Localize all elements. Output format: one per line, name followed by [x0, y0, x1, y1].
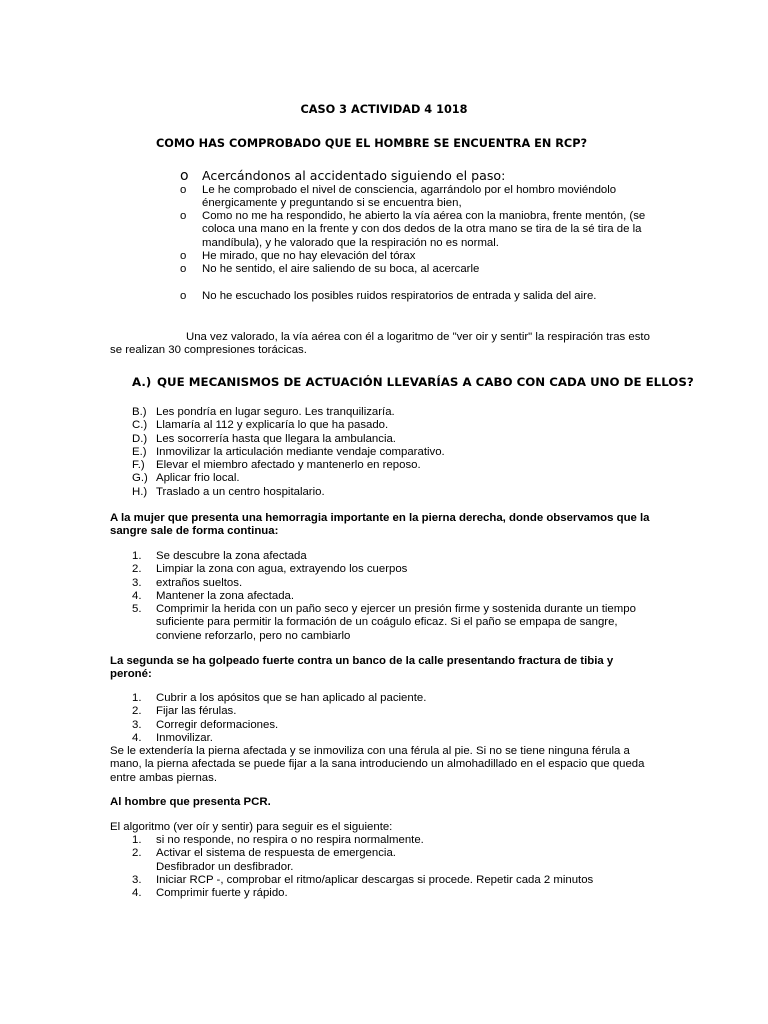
second-section-heading: La segunda se ha golpeado fuerte contra un banco de la calle presentando fractura de tibia y peroné:	[110, 655, 614, 681]
list-marker: 3.	[132, 718, 142, 731]
second-paragraph: Se le extendería la pierna afectada y se inmoviliza con una férula al pie. Si no se tiene ninguna férula a mano, la pierna afectada se puede fijar a la sana introduciendo un almohadillado en el espacio que queda entre ambas piernas.	[110, 745, 645, 784]
list-marker: 2.	[132, 847, 142, 860]
list-item-text: Corregir deformaciones.	[156, 718, 279, 731]
list-marker: 2.	[132, 705, 142, 718]
list-item	[132, 577, 662, 590]
list-marker: A.)	[132, 375, 152, 389]
list-item	[132, 719, 662, 732]
list-item-text: Activar el sistema de respuesta de emergencia.	[156, 847, 396, 860]
list-item-text: Inmovilizar la articulación mediante vendaje comparativo.	[156, 445, 445, 458]
list-item-text: extraños sueltos.	[156, 576, 243, 589]
document-title: CASO 3 ACTIVIDAD 4 1018	[300, 103, 468, 116]
list-marker: 3.	[132, 576, 142, 589]
list-marker: E.)	[132, 445, 147, 458]
bullet-text: Le he comprobado el nivel de consciencia, agarrándolo por el hombro moviéndolo énergicamente y preguntando si se encuentra bien,	[202, 184, 617, 210]
list-item	[132, 847, 662, 860]
list-marker: 3.	[132, 873, 142, 886]
list-item-text: Comprimir la herida con un paño seco y ejercer un presión firme y sostenida durante un tiempo suficiente para permitir la formación de un coágulo eficaz. Si el paño se empapa de sangre, conviene reforzarlo, pero no cambiarlo	[156, 603, 636, 642]
bullet-text: Como no me ha respondido, he abierto la vía aérea con la maniobra, frente mentón, (se coloca una mano en la frente y con dos dedos de la otra mano se tira de la sé tira de la mandíbula), y he valorado que la respiración no es normal.	[202, 210, 646, 249]
algorithm-steps-list	[132, 834, 662, 900]
valorado-paragraph	[110, 331, 650, 358]
question-a-heading	[132, 376, 694, 389]
list-item	[132, 732, 662, 745]
bullet-marker: o	[180, 263, 187, 275]
list-item	[132, 603, 662, 643]
list-item-text: Elevar el miembro afectado y mantenerlo en reposo.	[156, 459, 421, 472]
list-item-text: Mantener la zona afectada.	[156, 589, 295, 602]
list-marker: 4.	[132, 887, 142, 900]
list-item-text: Iniciar RCP -, comprobar el ritmo/aplicar descargas si procede. Repetir cada 2 minutos	[156, 873, 594, 886]
list-item	[132, 550, 662, 563]
list-item-text: Aplicar frio local.	[156, 472, 240, 485]
list-marker: 4.	[132, 589, 142, 602]
list-marker: 1.	[132, 550, 142, 562]
list-item-text: Llamaría al 112 y explicaría lo que ha pasado.	[156, 419, 389, 432]
list-item	[132, 590, 662, 603]
list-item	[132, 563, 662, 576]
bullet-item	[180, 263, 660, 276]
list-item-text: Les socorrería hasta que llegara la ambulancia.	[156, 432, 396, 445]
list-item-text: si no responde, no respira o no respira normalmente.	[156, 834, 424, 846]
list-item-text: Comprimir fuerte y rápido.	[156, 887, 288, 900]
bullet-item	[180, 290, 660, 303]
bullet-marker: o	[180, 290, 187, 302]
bullet-item	[180, 184, 660, 211]
list-marker: D.)	[132, 432, 148, 445]
mechanisms-list	[132, 406, 662, 499]
list-marker: 4.	[132, 731, 142, 744]
list-item	[132, 486, 662, 499]
list-item	[132, 692, 662, 705]
list-item-text: Se descubre la zona afectada	[156, 550, 307, 562]
list-item-text: Inmovilizar.	[156, 731, 213, 744]
list-item	[132, 446, 662, 459]
bullet-marker: o	[180, 210, 187, 222]
bullet-text: Acercándonos al accidentado siguiendo el paso:	[202, 168, 506, 183]
list-marker: 1.	[132, 834, 142, 846]
woman-steps-list	[132, 550, 662, 643]
list-item-text: Fijar las férulas.	[156, 705, 237, 718]
bullet-text: He mirado, que no hay elevación del tórax	[202, 250, 416, 262]
list-marker: 1.	[132, 692, 142, 704]
list-item	[132, 472, 662, 485]
second-steps-list	[132, 692, 662, 745]
list-item	[132, 406, 662, 419]
list-marker: C.)	[132, 419, 148, 432]
bullet-marker: o	[180, 184, 187, 196]
bullet-item	[180, 168, 660, 184]
question-rcp-heading: COMO HAS COMPROBADO QUE EL HOMBRE SE ENCUENTRA EN RCP?	[156, 137, 588, 150]
list-item	[132, 834, 662, 847]
list-item	[132, 874, 662, 887]
list-item	[132, 887, 662, 900]
list-item	[132, 861, 662, 874]
bullet-marker: o	[180, 250, 187, 262]
list-item-text: Desfibrador un desfibrador.	[156, 860, 294, 873]
bullet-item	[180, 250, 660, 263]
bullet-item	[180, 210, 660, 250]
bullet-marker: o	[180, 168, 189, 184]
bullet-text: No he sentido, el aire saliendo de su boca, al acercarle	[202, 263, 480, 275]
man-section-heading: Al hombre que presenta PCR.	[110, 796, 271, 808]
list-item	[132, 705, 662, 718]
algorithm-intro: El algoritmo (ver oír y sentir) para seguir es el siguiente:	[110, 821, 393, 833]
woman-section-heading: A la mujer que presenta una hemorragia importante en la pierna derecha, donde observamos que la sangre sale de forma continua:	[110, 512, 650, 538]
list-item	[132, 419, 662, 432]
list-item	[132, 459, 662, 472]
question-a-text: QUE MECANISMOS DE ACTUACIÓN LLEVARÍAS A CABO CON CADA UNO DE ELLOS?	[157, 375, 694, 389]
bullet-text: No he escuchado los posibles ruidos respiratorios de entrada y salida del aire.	[202, 290, 597, 302]
list-marker: F.)	[132, 459, 145, 472]
list-item-text: Les pondría en lugar seguro. Les tranquilizaría.	[156, 406, 395, 418]
list-marker: H.)	[132, 485, 148, 498]
list-item-text: Limpiar la zona con agua, extrayendo los cuerpos	[156, 563, 408, 576]
list-item	[132, 433, 662, 446]
list-marker: G.)	[132, 472, 148, 485]
paragraph-text: Una vez valorado, la vía aérea con él a logaritmo de "ver oir y sentir" la respiración tras esto se realizan 30 compresiones torácicas.	[110, 331, 650, 357]
list-marker: 5.	[132, 603, 142, 616]
list-marker: 2.	[132, 563, 142, 576]
list-marker: B.)	[132, 406, 147, 418]
list-item-text: Cubrir a los apósitos que se han aplicado al paciente.	[156, 692, 427, 704]
list-item-text: Traslado a un centro hospitalario.	[156, 485, 325, 498]
